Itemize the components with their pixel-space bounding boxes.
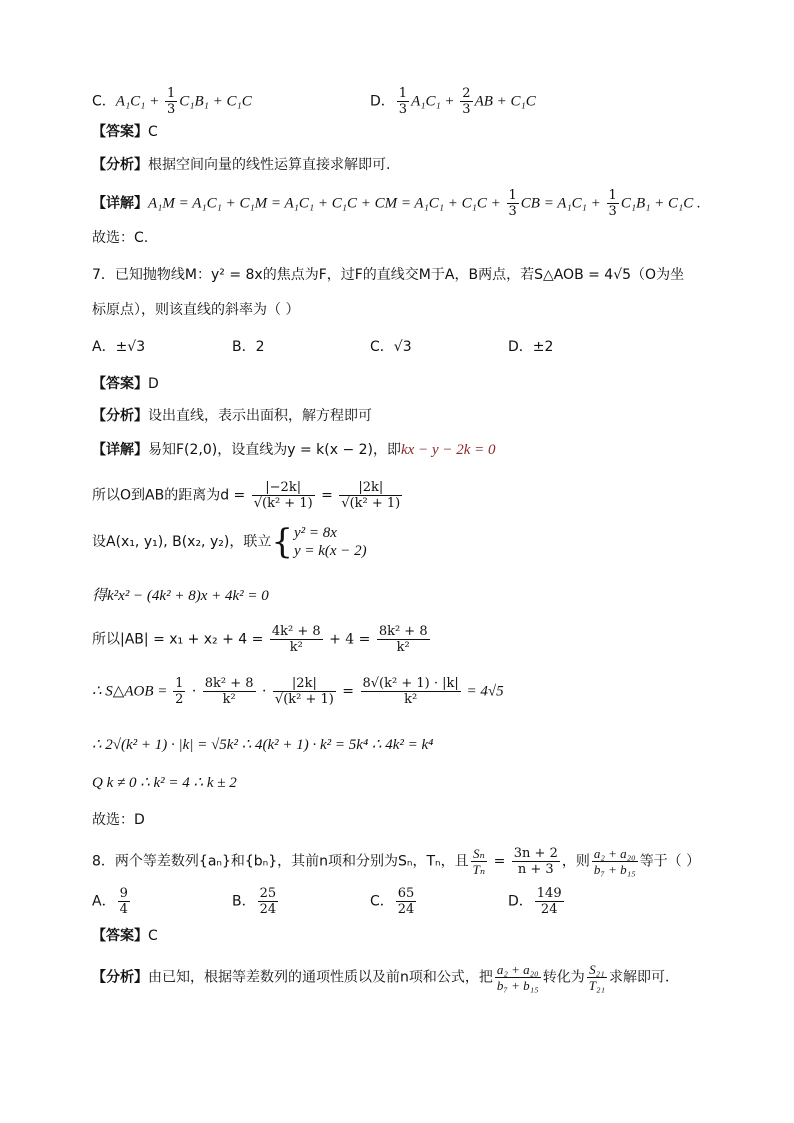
frac-den: 3 [608,204,617,219]
system-eq-1: y² = 8x [293,525,337,541]
frac-den: 2 [175,692,184,707]
q7-option-d[interactable]: D．±2 [508,339,554,355]
ab-frac1 [270,624,323,655]
area-text: ∴ S△AOB = [92,683,172,700]
answer-value: D [148,376,159,392]
answer-value: C [148,928,158,944]
q8-stem-a: 8．两个等差数列{aₙ}和{bₙ}，其前n项和分别为Sₙ，Tₙ，且 [92,853,469,870]
q7-solve-line: ∴ 2√(k² + 1) · |k| = √5k² ∴ 4(k² + 1) · k² = 5k⁴ ∴ 4k² = k⁴ [92,737,434,753]
analysis-tag: 【分析】 [92,408,148,424]
analysis-tag: 【分析】 [92,157,148,173]
q7-quadratic: 得k²x² − (4k² + 8)x + 4k² = 0 [92,588,269,604]
q7-system-line [92,524,367,560]
distance-frac1 [252,480,315,511]
frac-num: 8k² + 8 [204,676,254,691]
frac-num: |2k| [339,480,402,496]
q8-option-b[interactable] [232,886,280,917]
frac-num: 1 [398,86,408,101]
frac-den: 24 [259,902,277,917]
q8-stem-frac1 [471,846,488,877]
q7-stem-line1: 7．已知抛物线M：y² = 8x的焦点为F，过F的直线交M于A，B两点，若S△AOB = 4√5（O为坐 [92,267,685,283]
q8-stem-frac2 [512,846,560,877]
analysis-text: 根据空间向量的线性运算直接求解即可. [148,157,391,173]
analysis-text-a: 由已知，根据等差数列的通项性质以及前n项和公式，把 [148,969,493,986]
q7-choose: 故选：D [92,812,145,828]
option-label: D． [508,893,533,910]
frac-num: |2k| [273,676,336,692]
frac-num: a₂ + a₂₀ [593,846,636,861]
q8-option-d[interactable] [508,886,566,917]
frac-num: Sₙ [471,846,488,862]
q7-option-a[interactable]: A．±√3 [92,339,146,355]
frac-num: 3n + 2 [513,846,558,861]
dot: · [257,683,271,700]
answer-value: C [148,124,158,140]
frac-den: 3 [508,204,517,219]
q7-analysis [92,406,372,426]
answer-tag: 【答案】 [92,376,148,392]
frac-den: 3 [167,102,176,117]
q6-option-c-label: C． [92,93,116,110]
frac-den: b₇ + b₁₅ [496,978,539,993]
detail-expr-a: A₁M = A₁C₁ + C₁M = A₁C₁ + C₁C + CM = A₁C₁ + C₁C + [148,195,505,212]
ab-frac2 [377,624,430,655]
frac-num: 1 [167,86,176,101]
dot: · [187,683,201,700]
frac-num: 1 [175,676,184,691]
area-result: = 4√5 [462,683,504,700]
q8-stem-frac3 [592,846,638,877]
q6-option-c-expr: A₁C₁ + [115,93,164,110]
system-text: 设A(x₁, y₁), B(x₂, y₂)，联立 [92,534,272,550]
area-frac3 [273,676,336,707]
frac-num: 8√(k² + 1) · |k| [362,676,459,691]
q6-choose: 故选：C. [92,230,149,246]
q8-option-a[interactable] [92,886,132,917]
frac-den: Tₙ [472,862,486,877]
frac-num: 1 [508,188,517,203]
q8-analysis [92,962,679,993]
frac-den: 3 [462,102,471,117]
distance-text: 所以O到AB的距离为d = [92,487,250,504]
frac-num: 65 [397,886,415,901]
option-label: A． [92,893,116,910]
q8-stem-c: 等于（ ） [639,853,701,870]
option-frac [118,886,130,917]
frac-num: S₂₁ [587,962,607,978]
q7-answer [92,374,159,394]
q8-stem [92,846,700,877]
area-frac2 [203,676,256,707]
frac-num: 149 [536,886,562,901]
analysis-tag: 【分析】 [92,969,148,986]
q6-option-c-frac [165,86,177,117]
frac-den: √(k² + 1) [274,692,334,707]
frac-den: 24 [397,902,415,917]
distance-frac2 [339,480,402,511]
frac-den: n + 3 [517,862,554,877]
frac-den: k² [289,640,303,655]
left-brace: { [271,522,293,562]
q6-option-d[interactable] [370,86,536,117]
detail-text: 易知F(2,0)，设直线为y = k(x − 2)，即 [148,442,402,458]
frac-num: 1 [608,188,617,203]
q6-option-d-label: D． [370,93,395,110]
frac-den: 3 [398,102,408,117]
q7-option-b[interactable]: B．2 [232,339,265,355]
ab-mid: + 4 = [324,631,375,648]
detail-tag: 【详解】 [92,195,148,212]
analysis-text-c: 求解即可． [609,969,679,986]
frac-den: k² [396,640,410,655]
detail-expr-b: CB = A₁C₁ + [520,195,605,212]
area-frac4 [361,676,461,707]
q6-detail [92,188,701,219]
frac-den: k² [404,692,418,707]
option-frac [535,886,564,917]
answer-tag: 【答案】 [92,928,148,944]
frac-den: √(k² + 1) [253,496,313,511]
q6-analysis [92,155,390,175]
detail-frac1 [507,188,519,219]
option-label: C． [370,893,394,910]
option-frac [396,886,417,917]
q7-area-line [92,676,504,707]
option-label: B． [232,893,256,910]
detail-frac2 [607,188,619,219]
answer-tag: 【答案】 [92,124,148,140]
frac-num: 9 [119,886,128,901]
analysis-text-b: 转化为 [542,969,585,986]
equals-sign: = [316,487,338,504]
detail-line-eq: kx − y − 2k = 0 [401,442,496,458]
q8-option-c[interactable] [370,886,418,917]
system-eq-2: y = k(x − 2) [293,543,367,559]
analysis-frac2 [587,962,607,993]
analysis-frac1 [495,962,541,993]
area-frac1 [173,676,185,707]
q6-option-d-end: AB + C₁C [474,93,536,110]
q6-answer [92,122,158,142]
frac-num: 8k² + 8 [378,624,428,639]
frac-num: 25 [259,886,277,901]
ab-text: 所以|AB| = x₁ + x₂ + 4 = [92,631,268,648]
detail-expr-c: C₁B₁ + C₁C . [620,195,701,212]
frac-den: T₂₁ [588,978,605,993]
q7-stem-line2: 标原点），则该直线的斜率为（ ） [92,302,300,318]
frac-den: √(k² + 1) [341,496,401,511]
q6-option-d-mid: A₁C₁ + [411,93,459,110]
q8-stem-b: ，则 [561,853,590,870]
option-frac [258,886,279,917]
equation-system [294,524,367,560]
q7-detail [92,440,496,460]
q8-answer [92,926,158,946]
q6-option-d-frac1 [397,86,409,117]
q6-option-c[interactable] [92,86,252,117]
detail-tag: 【详解】 [92,442,148,458]
q6-option-d-frac2 [460,86,472,117]
q7-ab-length [92,624,432,655]
q7-option-c[interactable]: C．√3 [370,339,412,355]
frac-num: 4k² + 8 [271,624,321,639]
frac-den: 24 [540,902,558,917]
q6-option-c-expr2: C₁B₁ + C₁C [179,93,252,110]
frac-den: k² [222,692,236,707]
equals-sign: = [489,853,510,870]
frac-num: 2 [462,86,471,101]
frac-den: b₇ + b₁₅ [593,862,636,877]
frac-num: |−2k| [252,480,315,496]
equals-sign: = [337,683,359,700]
analysis-text: 设出直线，表示出面积，解方程即可 [148,408,372,424]
q7-distance-line [92,480,404,511]
q7-k-line: Q k ≠ 0 ∴ k² = 4 ∴ k ± 2 [92,775,237,791]
frac-den: 4 [119,902,128,917]
frac-num: a₂ + a₂₀ [496,962,539,977]
